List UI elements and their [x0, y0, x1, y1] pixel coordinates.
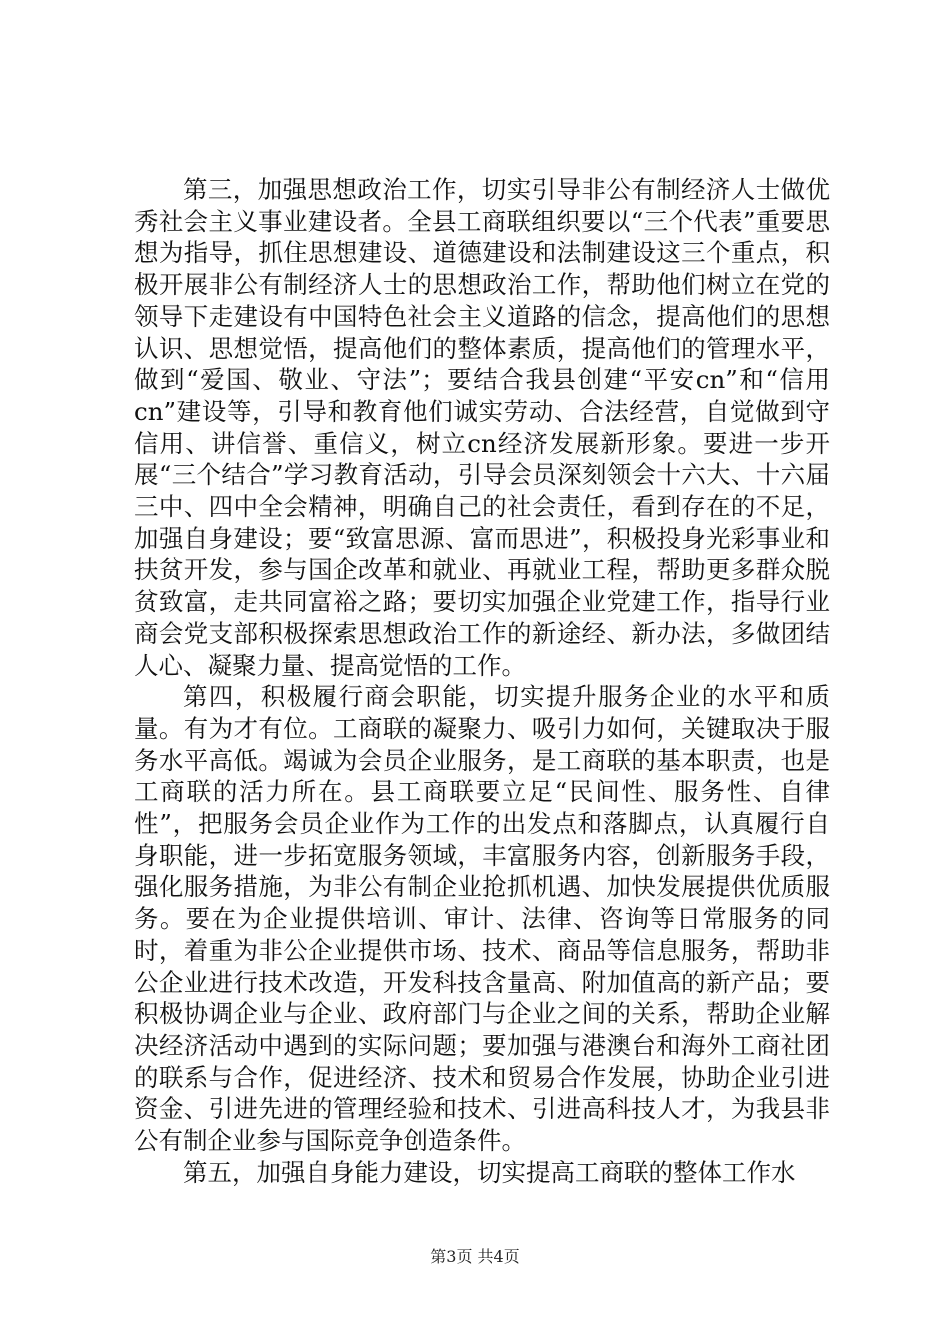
page-footer: 第3页 共4页: [430, 1247, 520, 1266]
paragraph-fifth-point: 第五，加强自身能力建设，切实提高工商联的整体工作水: [183, 1157, 796, 1187]
paragraph-fourth-point: 第四，积极履行商会职能，切实提升服务企业的水平和质量。有为才有位。工商联的凝聚力、吸引力如何，关键取决于服务水平高低。竭诚为会员企业服务，是工商联的基本职责，也是工商联的活力所在。县工商联要立足“民间性、服务性、自律性”，把服务会员企业作为工作的出发点和落脚点，认真履行自身职能，进一步拓宽服务领域，丰富服务内容，创新服务手段，强化服务措施，为非公有制企业抢抓机遇、加快发展提供优质服务。要在为企业提供培训、审计、法律、咨询等日常服务的同时，着重为非公企业提供市场、技术、商品等信息服务，帮助非公企业进行技术改造，开发科技含量高、附加值高的新产品；要积极协调企业与企业、政府部门与企业之间的关系，帮助企业解决经济活动中遇到的实际问题；要加强与港澳台和海外工商社团的联系与合作，促进经济、技术和贸易合作发展，协助企业引进资金、引进先进的管理经验和技术、引进高科技人才，为我县非公有制企业参与国际竞争创造条件。: [134, 682, 830, 1156]
body-text: [134, 174, 830, 1189]
paragraph-third-point: 第三，加强思想政治工作，切实引导非公有制经济人士做优秀社会主义事业建设者。全县工商联组织要以“三个代表”重要思想为指导，抓住思想建设、道德建设和法制建设这三个重点，积极开展非公有制经济人士的思想政治工作，帮助他们树立在党的领导下走建设有中国特色社会主义道路的信念，提高他们的思想认识、思想觉悟，提高他们的整体素质，提高他们的管理水平，做到“爱国、敬业、守法”；要结合我县创建“平安cn”和“信用cn”建设等，引导和教育他们诚实劳动、合法经营，自觉做到守信用、讲信誉、重信义，树立cn经济发展新形象。要进一步开展“三个结合”学习教育活动，引导会员深刻领会十六大、十六届三中、四中全会精神，明确自己的社会责任，看到存在的不足，加强自身建设；要“致富思源、富而思进”，积极投身光彩事业和扶贫开发，参与国企改革和就业、再就业工程，帮助更多群众脱贫致富，走共同富裕之路；要切实加强企业党建工作，指导行业商会党支部积极探索思想政治工作的新途经、新办法，多做团结人心、凝聚力量、提高觉悟的工作。: [134, 175, 830, 680]
